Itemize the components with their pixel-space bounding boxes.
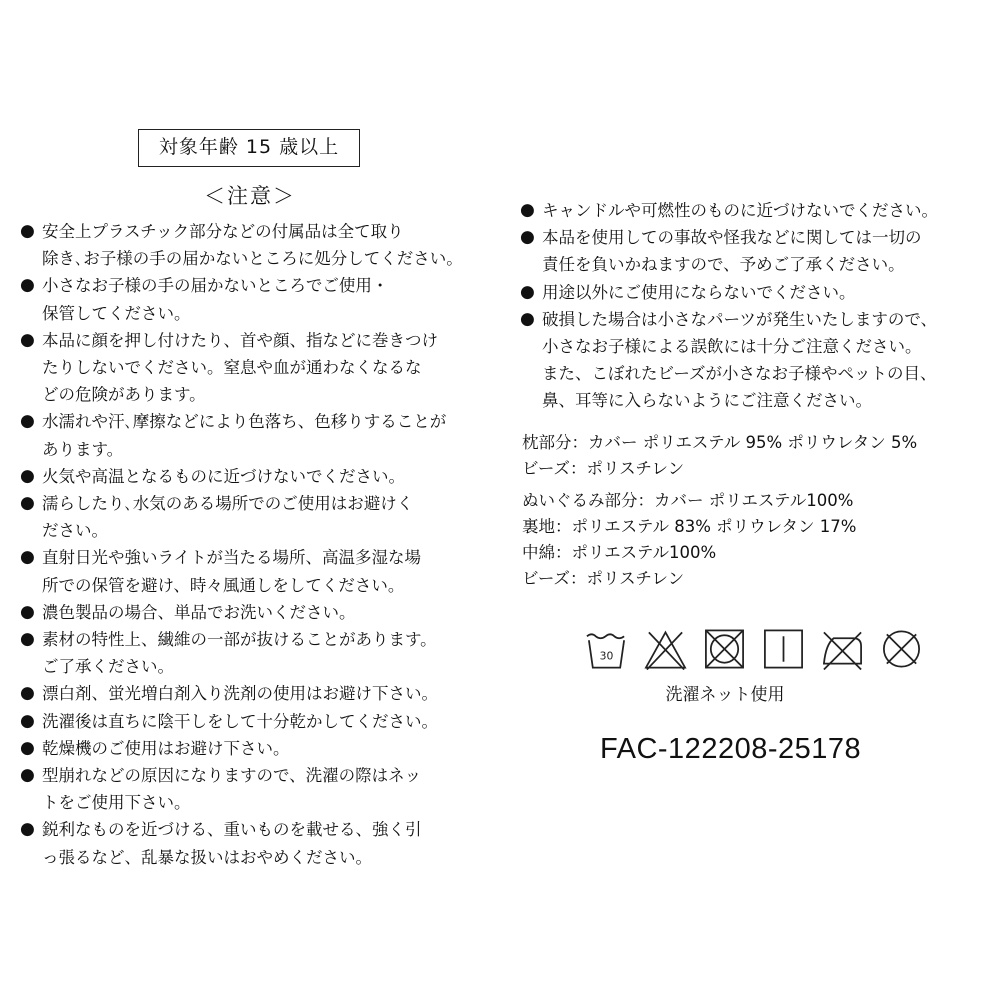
caution-item — [20, 708, 505, 735]
caution-text-line: 水濡れや汗､摩擦などにより色落ち、色移りすることが — [42, 412, 447, 432]
caution-text-line: 濡らしたり､水気のある場所でのご使用はお避けく — [42, 494, 414, 514]
caution-text-line: 小さなお子様の手の届かないところでご使用・ — [42, 276, 389, 296]
caution-text-line: ださい。 — [42, 521, 108, 541]
caution-text-line: 素材の特性上、繊維の一部が抜けることがあります。 — [42, 630, 437, 650]
material-line: ビーズ：ポリスチレン — [522, 459, 685, 478]
materials-pillow — [522, 430, 982, 482]
bullet-icon: ● — [20, 547, 35, 568]
caution-text-line: 洗濯後は直ちに陰干しをして十分乾かしてください。 — [42, 711, 438, 731]
bullet-icon: ● — [20, 275, 35, 296]
material-line: 裏地：ポリエステル 83% ポリウレタン 17% — [522, 517, 857, 536]
bullet-icon: ● — [20, 493, 35, 514]
bullet-icon: ● — [20, 683, 35, 704]
caution-text-line: 用途以外にご使用にならないでください。 — [542, 282, 856, 302]
caution-text-line: 鼻、耳等に入らないようにご注意ください。 — [542, 391, 872, 411]
caution-item — [20, 463, 505, 490]
caution-item — [20, 272, 505, 326]
caution-text-line: 乾燥機のご使用はお避け下さい。 — [42, 738, 290, 758]
bullet-icon: ● — [20, 710, 35, 731]
bullet-icon: ● — [20, 411, 35, 432]
bullet-icon: ● — [520, 281, 535, 302]
material-line: ビーズ：ポリスチレン — [522, 569, 685, 588]
drip-dry-icon — [761, 624, 806, 674]
caution-text-line: トをご使用下さい。 — [42, 793, 191, 813]
bullet-icon: ● — [520, 308, 535, 329]
caution-item — [20, 327, 505, 409]
material-line: ぬいぐるみ部分：カバー ポリエステル100% — [522, 491, 854, 510]
caution-text-line: 所での保管を避け、時々風通しをしてください。 — [42, 575, 405, 595]
wash-temp-label: 30 — [599, 649, 614, 663]
caution-text-line: 破損した場合は小さなパーツが発生いたしますので、 — [542, 309, 938, 329]
caution-text-line: たりしないでください。窒息や血が通わなくなるな — [42, 358, 422, 378]
wash-30-icon — [584, 624, 629, 674]
caution-text-line: 漂白剤、蛍光増白剤入り洗剤の使用はお避け下さい。 — [42, 684, 438, 704]
caution-text-line: 保管してください。 — [42, 303, 191, 323]
caution-item — [20, 218, 505, 272]
bullet-icon: ● — [20, 465, 35, 486]
caution-item — [20, 408, 505, 462]
caution-text-line: 除き､お子様の手の届かないところに処分してください。 — [42, 249, 463, 269]
caution-text-line: また、こぼれたビーズが小さなお子様やペットの目、 — [542, 364, 937, 384]
caution-list-right — [520, 197, 990, 415]
no-bleach-icon — [643, 624, 688, 674]
bullet-icon: ● — [20, 629, 35, 650]
caution-text-line: あります。 — [42, 439, 124, 459]
bullet-icon: ● — [520, 200, 535, 220]
caution-item — [20, 599, 505, 626]
no-iron-icon — [820, 624, 865, 674]
age-notice: 対象年齢 15 歳以上 — [138, 129, 360, 167]
caution-text-line: どの危険があります。 — [42, 385, 206, 405]
caution-item — [20, 816, 505, 870]
caution-item — [520, 306, 990, 415]
caution-item — [520, 197, 990, 224]
caution-text-line: 濃色製品の場合、単品でお洗いください。 — [42, 602, 356, 622]
no-dry-clean-icon — [879, 624, 924, 674]
material-line: 枕部分：カバー ポリエステル 95% ポリウレタン 5% — [522, 433, 918, 452]
caution-heading: ＜注意＞ — [204, 184, 296, 208]
bullet-icon: ● — [20, 737, 35, 758]
caution-text-line: 直射日光や強いライトが当たる場所、高温多湿な場 — [42, 548, 422, 568]
bullet-icon: ● — [20, 819, 35, 840]
bullet-icon: ● — [520, 227, 535, 248]
no-tumble-dry-icon — [702, 624, 747, 674]
caution-item — [20, 735, 505, 762]
bullet-icon: ● — [20, 765, 35, 786]
caution-item — [20, 626, 505, 680]
caution-text-line: 火気や高温となるものに近づけないでください。 — [42, 466, 405, 486]
caution-item — [20, 762, 505, 816]
caution-item — [20, 680, 505, 707]
caution-item — [520, 279, 990, 306]
bullet-icon: ● — [20, 329, 35, 350]
caution-item — [520, 224, 990, 278]
wash-net-label: 洗濯ネット使用 — [665, 685, 785, 705]
caution-item — [20, 544, 505, 598]
caution-text-line: 本品を使用しての事故や怪我などに関しては一切の — [542, 228, 922, 248]
caution-item — [20, 490, 505, 544]
materials-plush — [522, 488, 982, 592]
caution-text-line: 鋭利なものを近づける、重いものを載せる、強く引 — [42, 820, 422, 840]
caution-text-line: 本品に顔を押し付けたり、首や顔、指などに巻きつけ — [42, 330, 438, 350]
caution-text-line: キャンドルや可燃性のものに近づけないでください。 — [542, 201, 938, 220]
caution-text-line: っ張るなど、乱暴な扱いはおやめください。 — [42, 847, 372, 867]
caution-list-left — [20, 218, 505, 871]
caution-text-line: 安全上プラスチック部分などの付属品は全て取り — [42, 222, 404, 241]
caution-text-line: 責任を負いかねますので、予めご了承ください。 — [542, 255, 905, 275]
bullet-icon: ● — [20, 221, 35, 241]
bullet-icon: ● — [20, 601, 35, 622]
material-line: 中綿：ポリエステル100% — [522, 543, 717, 562]
caution-text-line: 型崩れなどの原因になりますので、洗濯の際はネッ — [42, 766, 422, 786]
caution-text-line: 小さなお子様による誤飲には十分ご注意ください。 — [542, 337, 922, 357]
caution-text-line: ご了承ください。 — [42, 657, 174, 677]
care-symbols — [584, 624, 924, 676]
product-code: FAC-122208-25178 — [600, 733, 862, 765]
